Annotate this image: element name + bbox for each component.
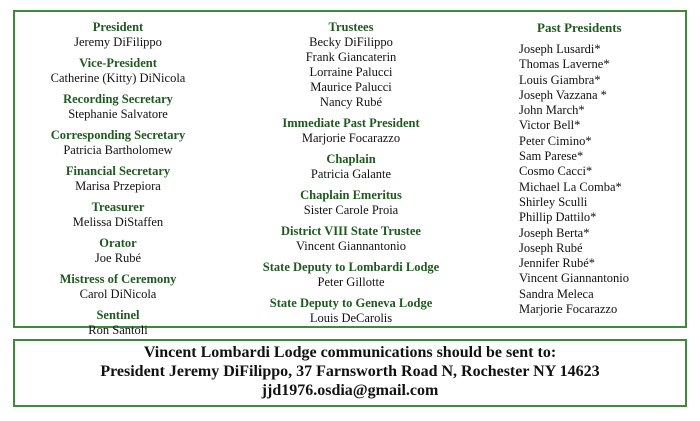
office-block — [29, 92, 207, 122]
office-block — [251, 224, 451, 254]
officer-name: Marisa Przepiora — [75, 179, 161, 193]
past-president-name: Jennifer Rubé* — [519, 256, 596, 271]
office-block — [29, 164, 207, 194]
officer-name: Jeremy DiFilippo — [74, 35, 162, 49]
past-president-name: Joseph Lusardi* — [519, 42, 601, 56]
office-block — [251, 260, 451, 290]
officer-name: Maurice Palucci — [310, 80, 392, 94]
contact-panel — [13, 339, 687, 407]
past-president-name: Vincent Giannantonio — [519, 271, 629, 286]
officers-panel — [13, 10, 687, 337]
officer-name: Lorraine Palucci — [309, 65, 393, 79]
office-block — [251, 116, 451, 146]
past-president-name: Cosmo Cacci* — [519, 164, 593, 179]
officer-name: Nancy Rubé — [319, 95, 383, 109]
past-president-name: Joseph Rubé — [519, 240, 583, 255]
past-president-name: Marjorie Focarazzo — [519, 302, 618, 317]
officers-middle-column — [251, 20, 451, 332]
office-block — [251, 152, 451, 182]
office-title: Recording Secretary — [63, 92, 173, 106]
past-president-name: Louis Giambra* — [519, 72, 601, 87]
contact-address: President Jeremy DiFilippo, 37 Farnsworth Road N, Rochester NY 14623 — [100, 363, 600, 380]
officer-name: Sister Carole Proia — [303, 203, 399, 217]
past-president-name: Thomas Laverne* — [519, 57, 610, 72]
officer-name: Stephanie Salvatore — [68, 107, 168, 121]
past-president-name: Sandra Meleca — [519, 286, 594, 301]
past-president-name: Michael La Comba* — [519, 179, 622, 194]
officer-name: Marjorie Focarazzo — [301, 131, 401, 145]
office-title: Chaplain Emeritus — [300, 188, 402, 202]
office-title: Trustees — [328, 20, 374, 34]
office-title: Immediate Past President — [282, 116, 420, 130]
office-block — [29, 128, 207, 158]
office-title: District VIII State Trustee — [281, 224, 421, 238]
officer-name: Louis DeCarolis — [309, 311, 393, 325]
past-president-name: Joseph Berta* — [519, 225, 590, 240]
office-block — [29, 200, 207, 230]
past-president-name: Victor Bell* — [519, 118, 581, 133]
officer-name: Patricia Galante — [310, 167, 392, 181]
past-president-name: Peter Cimino* — [519, 133, 592, 148]
office-title: Vice-President — [79, 56, 157, 70]
officer-name: Catherine (Kitty) DiNicola — [50, 71, 186, 85]
office-block — [29, 236, 207, 266]
office-block — [29, 20, 207, 50]
past-presidents-list — [519, 42, 677, 317]
office-block — [29, 272, 207, 302]
past-president-name: John March* — [519, 103, 585, 118]
officer-name: Joe Rubé — [94, 251, 142, 265]
officer-name: Patricia Bartholomew — [63, 143, 173, 157]
office-title: State Deputy to Lombardi Lodge — [262, 260, 440, 274]
office-block — [251, 296, 451, 326]
office-block — [251, 20, 451, 110]
contact-email[interactable]: jjd1976.osdia@gmail.com — [261, 382, 439, 399]
office-title: Chaplain — [326, 152, 376, 166]
contact-intro: Vincent Lombardi Lodge communications should be sent to: — [143, 344, 557, 361]
officer-name: Melissa DiStaffen — [72, 215, 164, 229]
office-title: Mistress of Ceremony — [59, 272, 177, 286]
officer-name: Peter Gillotte — [317, 275, 385, 289]
office-title: Corresponding Secretary — [50, 128, 186, 142]
office-title: Financial Secretary — [65, 164, 171, 178]
officer-name: Vincent Giannantonio — [296, 239, 406, 253]
office-title: Sentinel — [96, 308, 140, 322]
office-block — [251, 188, 451, 218]
past-president-name: Phillip Dattilo* — [519, 210, 597, 225]
officer-name: Ron Santoli — [88, 323, 148, 337]
office-title: Treasurer — [91, 200, 145, 214]
office-title: President — [92, 20, 144, 34]
officer-name: Becky DiFilippo — [309, 35, 393, 49]
past-presidents-column — [497, 20, 677, 317]
past-president-name: Sam Parese* — [519, 149, 584, 164]
officer-name: Carol DiNicola — [79, 287, 157, 301]
officers-left-column — [29, 20, 207, 344]
past-president-name: Shirley Sculli — [519, 194, 588, 209]
past-president-name: Joseph Vazzana * — [519, 87, 607, 102]
officer-name: Frank Giancaterin — [305, 50, 397, 64]
office-title: State Deputy to Geneva Lodge — [269, 296, 433, 310]
office-title: Orator — [99, 236, 137, 250]
past-presidents-heading: Past Presidents — [537, 20, 622, 35]
office-block — [29, 308, 207, 338]
office-block — [29, 56, 207, 86]
